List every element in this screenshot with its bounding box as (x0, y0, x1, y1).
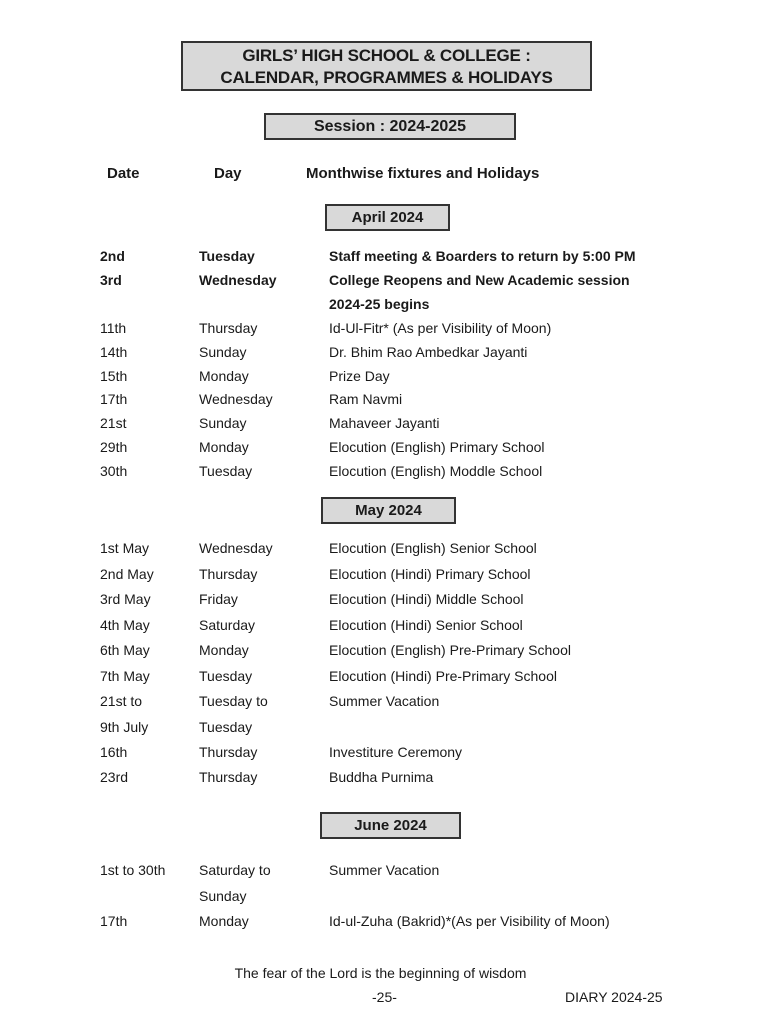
row-day: Saturday to (199, 862, 271, 878)
row-date: 4th May (100, 617, 150, 633)
table-row (0, 913, 761, 931)
table-row (0, 591, 761, 609)
table-row (0, 415, 761, 433)
row-date: 15th (100, 368, 128, 384)
table-row (0, 744, 761, 762)
column-header-day: Day (214, 165, 242, 182)
month-heading-june: June 2024 (320, 812, 461, 839)
row-event: Id-ul-Zuha (Bakrid)*(As per Visibility of Moon) (329, 913, 610, 929)
row-day: Sunday (199, 344, 247, 360)
row-date: 29th (100, 439, 128, 455)
table-row (0, 862, 761, 880)
row-date: 17th (100, 391, 128, 407)
table-row (0, 693, 761, 711)
row-date: 23rd (100, 769, 129, 785)
row-day: Thursday (199, 769, 258, 785)
row-day: Saturday (199, 617, 256, 633)
table-row (0, 344, 761, 362)
column-header-date: Date (107, 165, 140, 182)
footer-quote: The fear of the Lord is the beginning of wisdom (234, 965, 527, 981)
table-row (0, 439, 761, 457)
row-date: 14th (100, 344, 128, 360)
row-day: Wednesday (199, 272, 277, 288)
row-day: Monday (199, 913, 249, 929)
column-header-fixtures: Monthwise fixtures and Holidays (306, 165, 540, 182)
row-event: College Reopens and New Academic session (329, 272, 630, 288)
month-heading-april: April 2024 (325, 204, 450, 231)
month-heading-may: May 2024 (321, 497, 456, 524)
row-event: Elocution (English) Primary School (329, 439, 545, 455)
row-event: Dr. Bhim Rao Ambedkar Jayanti (329, 344, 528, 360)
row-event: Summer Vacation (329, 862, 440, 878)
row-event: Mahaveer Jayanti (329, 415, 440, 431)
row-day: Friday (199, 591, 238, 607)
table-row (0, 668, 761, 686)
table-row (0, 320, 761, 338)
row-date: 21st to (100, 693, 143, 709)
row-event: Elocution (Hindi) Pre-Primary School (329, 668, 557, 684)
diary-label: DIARY 2024-25 (565, 989, 663, 1005)
row-day: Monday (199, 368, 249, 384)
row-event: Ram Navmi (329, 391, 403, 407)
row-day: Wednesday (199, 540, 273, 556)
table-row (0, 463, 761, 481)
table-row (0, 248, 761, 266)
row-day: Sunday (199, 888, 247, 904)
session-label: Session : 2024-2025 (264, 113, 516, 140)
row-day: Thursday (199, 744, 258, 760)
title-line-1: GIRLS’ HIGH SCHOOL & COLLEGE : (242, 46, 531, 65)
row-date: 7th May (100, 668, 150, 684)
row-day: Tuesday to (199, 693, 268, 709)
row-event: Buddha Purnima (329, 769, 434, 785)
page-title (181, 41, 592, 91)
table-row (0, 719, 761, 737)
table-row (0, 617, 761, 635)
page-number: -25- (372, 989, 397, 1005)
row-day: Wednesday (199, 391, 273, 407)
row-date: 2nd May (100, 566, 154, 582)
table-row (0, 769, 761, 787)
row-date: 1st to 30th (100, 862, 166, 878)
table-row (0, 391, 761, 409)
table-row (0, 368, 761, 386)
row-date: 21st (100, 415, 127, 431)
row-event: Elocution (English) Pre-Primary School (329, 642, 571, 658)
row-day: Tuesday (199, 463, 253, 479)
row-date: 11th (100, 320, 127, 336)
row-day: Thursday (199, 566, 258, 582)
row-event: Elocution (Hindi) Primary School (329, 566, 531, 582)
row-date: 3rd (100, 272, 122, 288)
row-day: Tuesday (199, 719, 253, 735)
row-date: 3rd May (100, 591, 151, 607)
table-row (0, 642, 761, 660)
row-event: Elocution (English) Moddle School (329, 463, 543, 479)
row-event: Summer Vacation (329, 693, 440, 709)
row-day: Monday (199, 439, 249, 455)
title-line-2: CALENDAR, PROGRAMMES & HOLIDAYS (220, 68, 553, 87)
row-date: 17th (100, 913, 128, 929)
row-date: 2nd (100, 248, 125, 264)
row-day: Tuesday (199, 248, 255, 264)
row-date: 30th (100, 463, 128, 479)
row-event: 2024-25 begins (329, 296, 430, 312)
row-date: 9th July (100, 719, 149, 735)
row-day: Sunday (199, 415, 247, 431)
row-day: Monday (199, 642, 249, 658)
row-event: Staff meeting & Boarders to return by 5:00 PM (329, 248, 636, 264)
row-event: Elocution (English) Senior School (329, 540, 537, 556)
table-row (0, 296, 761, 314)
table-row (0, 888, 761, 906)
table-row (0, 272, 761, 290)
row-date: 1st May (100, 540, 150, 556)
row-event: Id-Ul-Fitr* (As per Visibility of Moon) (329, 320, 552, 336)
row-event: Elocution (Hindi) Senior School (329, 617, 523, 633)
table-row (0, 566, 761, 584)
row-event: Elocution (Hindi) Middle School (329, 591, 524, 607)
row-event: Investiture Ceremony (329, 744, 463, 760)
row-day: Tuesday (199, 668, 253, 684)
row-day: Thursday (199, 320, 258, 336)
table-row (0, 540, 761, 558)
row-event: Prize Day (329, 368, 390, 384)
row-date: 16th (100, 744, 128, 760)
row-date: 6th May (100, 642, 150, 658)
